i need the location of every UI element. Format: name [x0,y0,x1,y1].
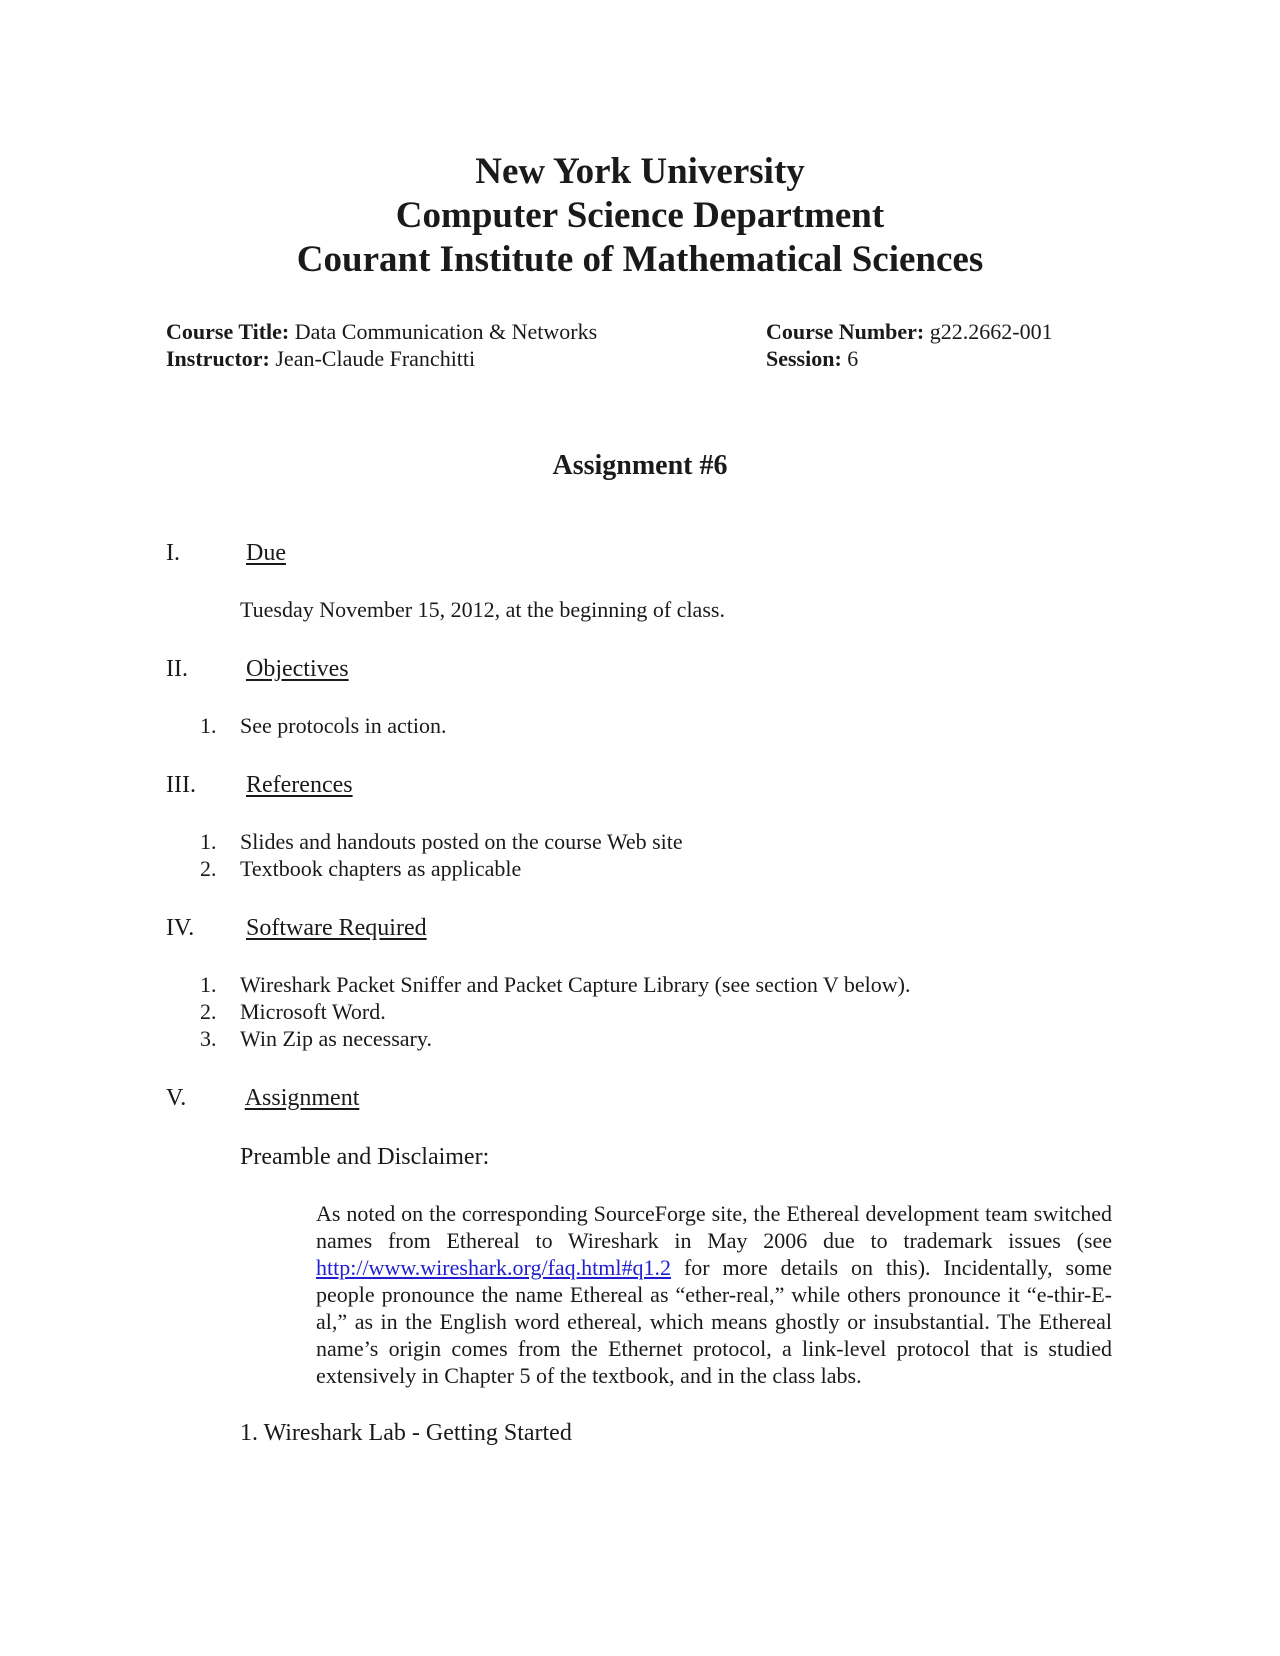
list-item [200,855,683,882]
list-item-text: Textbook chapters as applicable [240,856,522,881]
list-item [200,998,911,1025]
preamble-heading: Preamble and Disclaimer: [240,1144,490,1170]
course-title-value: Data Communication & Networks [294,319,598,344]
list-item-number: 1. [200,829,217,854]
due-date-text: Tuesday November 15, 2012, at the beginning of class. [240,597,725,622]
objectives-list [200,712,447,739]
section-title: Objectives [246,656,349,682]
section-title: References [246,772,353,798]
course-number-row [766,318,1053,345]
section-title: Assignment [244,1085,360,1111]
paragraph-text-part1: As noted on the corresponding SourceForge site, the Ethereal development team switched names from Ethereal to Wireshark in May 2006 due to trademark issues (see [316,1201,1112,1253]
course-info-right [766,318,1053,372]
section-number: III. [166,772,196,798]
list-item-number: 1. [200,972,217,997]
list-item-text: See protocols in action. [240,713,447,738]
list-item-text: Win Zip as necessary. [240,1026,432,1051]
section-number: II. [166,656,188,682]
section-objectives-heading [166,654,349,684]
institute-name: Courant Institute of Mathematical Sciences [296,239,984,280]
course-number-label: Course Number: [766,319,925,344]
list-item-text: Microsoft Word. [240,999,386,1024]
section-title: Software Required [246,915,427,941]
list-item [200,828,683,855]
section-references-heading [166,770,353,800]
section-number: V. [166,1085,187,1111]
session-row [766,345,1053,372]
session-value: 6 [847,346,859,371]
section-software-heading [166,913,427,943]
list-item [200,971,911,998]
wireshark-faq-link[interactable]: http://www.wireshark.org/faq.html#q1.2 [316,1255,672,1280]
section-number: IV. [166,915,195,941]
section-assignment-heading [166,1083,359,1113]
course-title-row [166,318,597,345]
list-item-number: 1. [200,713,217,738]
section-title: Due [246,540,286,566]
section-due-heading [166,538,286,568]
section-number: I. [166,540,180,566]
institution-header [0,150,1280,282]
instructor-row [166,345,597,372]
instructor-value: Jean-Claude Franchitti [275,346,476,371]
list-item-number: 3. [200,1026,217,1051]
instructor-label: Instructor: [166,346,270,371]
course-info-left [166,318,597,372]
references-list [200,828,683,882]
course-title-label: Course Title: [166,319,290,344]
assignment-title: Assignment #6 [552,450,728,481]
list-item [200,712,447,739]
list-item-text: Slides and handouts posted on the course Web site [240,829,683,854]
course-number-value: g22.2662-001 [929,319,1053,344]
lab-heading: 1. Wireshark Lab - Getting Started [240,1420,572,1446]
list-item-text: Wireshark Packet Sniffer and Packet Capture Library (see section V below). [240,972,911,997]
list-item [200,1025,911,1052]
department-name: Computer Science Department [395,195,885,236]
university-name: New York University [475,151,805,192]
paragraph-text-part2: for more details on this). Incidentally, some people pronounce the name Ethereal as “ether-real,” while others pronounce it “e-thir-E-al,” as in the English word ethereal, which means ghostly or insubstantial. The Ethereal name’s origin comes from the Ethernet protocol, a link-level protocol that is studied extensively in Chapter 5 of the textbook, and in the class labs. [316,1255,1112,1388]
software-list [200,971,911,1052]
list-item-number: 2. [200,999,217,1024]
list-item-number: 2. [200,856,217,881]
preamble-paragraph [316,1200,1112,1389]
session-label: Session: [766,346,842,371]
